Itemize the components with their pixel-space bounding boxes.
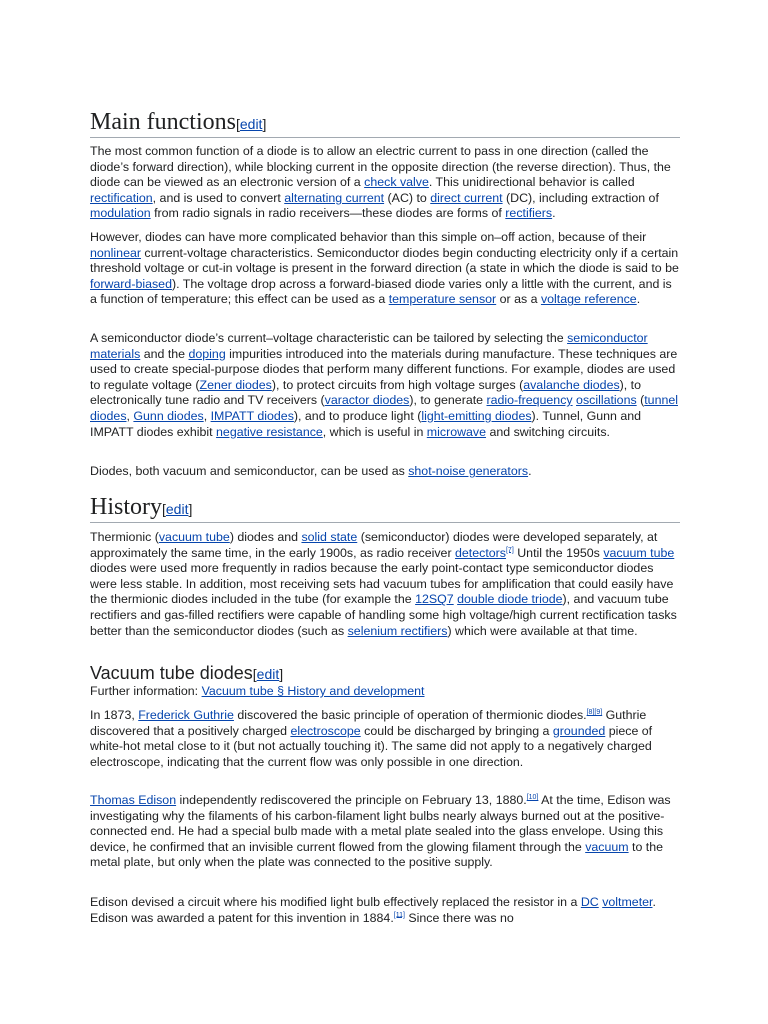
text: The most common function of a diode is to allow an electric current to pass in one direction (called the diode’s forward direction), while blocking current in the opposite direction (the reverse direction). Thus, the diode can be viewed as an electronic version of a xyxy=(90,144,671,190)
text: Since there was no xyxy=(404,910,514,925)
section-heading xyxy=(90,493,680,523)
heading-text: History xyxy=(90,494,162,520)
link-impatt-diodes[interactable]: IMPATT diodes xyxy=(210,408,294,423)
text: . xyxy=(636,292,641,307)
link-nonlinear[interactable]: nonlinear xyxy=(90,245,141,260)
link-further-information[interactable]: Vacuum tube § History and development xyxy=(201,684,425,698)
text: discovered the basic principle of operation of thermionic diodes. xyxy=(233,708,587,722)
text: ), to electronically tune radio and TV receivers ( xyxy=(90,377,642,408)
text: ( xyxy=(636,393,645,408)
link-thomas-edison[interactable]: Thomas Edison xyxy=(90,793,177,807)
edit-section: [edit] xyxy=(162,501,193,517)
heading-text: Vacuum tube diodes xyxy=(90,663,253,683)
paragraph xyxy=(90,895,680,926)
link-radio-frequency[interactable]: radio-frequency xyxy=(486,393,573,408)
link-selenium-rectifiers[interactable]: selenium rectifiers xyxy=(347,623,448,638)
text: ) which were available at that time. xyxy=(447,623,638,638)
text: . Edison was awarded a patent for this invention in 1884. xyxy=(90,895,656,925)
link-solid-state[interactable]: solid state xyxy=(301,530,358,544)
text: ), to protect circuits from high voltage surges ( xyxy=(271,377,524,392)
text: Edison devised a circuit where his modified light bulb effectively replaced the resistor in a xyxy=(90,895,581,909)
link-double-diode-triode[interactable]: double diode triode xyxy=(457,592,563,607)
text: Guthrie discovered that a positively charged xyxy=(90,708,647,738)
section-main-functions xyxy=(90,108,680,138)
paragraph xyxy=(90,144,680,222)
hatnote-label: Further information: xyxy=(90,684,202,698)
text: ). Tunnel, Gunn and IMPATT diodes exhibit xyxy=(90,408,642,439)
link-semiconductor-materials[interactable]: semiconductor materials xyxy=(90,331,648,361)
link-temperature-sensor[interactable]: temperature sensor xyxy=(388,292,497,307)
citation-link[interactable]: [8][9] xyxy=(586,708,603,716)
text: Until the 1950s xyxy=(513,545,604,560)
section-heading xyxy=(90,108,680,138)
text: , and is used to convert xyxy=(152,190,285,205)
link-vacuum[interactable]: vacuum xyxy=(585,839,629,854)
text: and the xyxy=(140,346,189,361)
link-gunn-diodes[interactable]: Gunn diodes xyxy=(133,408,204,423)
link-grounded[interactable]: grounded xyxy=(552,723,606,738)
citation-link[interactable]: [11] xyxy=(393,911,405,919)
text: At the time, Edison was investigating why the filaments of his carbon-filament light bulbs nearly always burned out at the positive-connected end. He had a special bulb made with a metal plate sealed into the glass envelope. Using this device, he confirmed that an invisible current flowed from the glowing filament through the xyxy=(90,793,671,854)
text: diodes were used more frequently in radios because the early point-contact type semiconductor diodes were less stable. In addition, most receiving sets had vacuum tubes for amplification that could easily have the thermionic diodes included in the tube (for example the xyxy=(90,561,674,607)
citation-link[interactable]: [7] xyxy=(505,546,514,554)
edit-link[interactable]: edit xyxy=(165,501,189,517)
link-frederick-guthrie[interactable]: Frederick Guthrie xyxy=(138,708,234,722)
text: and switching circuits. xyxy=(486,424,610,439)
paragraph xyxy=(90,331,680,440)
text: ). The voltage drop across a forward-biased diode varies only a little with the current, and is a function of temperature; this effect can be used as a xyxy=(90,276,672,307)
text: impurities introduced into the materials during manufacture. These techniques are used to create special-purpose diodes that perform many different functions. For example, diodes are used to regulate voltage ( xyxy=(90,346,678,392)
link-modulation[interactable]: modulation xyxy=(90,206,151,221)
paragraph xyxy=(90,464,680,480)
link-forward-biased[interactable]: forward-biased xyxy=(90,276,172,291)
text: independently rediscovered the principle on February 13, 1880. xyxy=(176,793,527,807)
text: In 1873, xyxy=(90,708,139,722)
heading-text: Main functions xyxy=(90,109,236,135)
link-direct-current[interactable]: direct current xyxy=(430,190,503,205)
text: . xyxy=(552,206,556,221)
edit-link[interactable]: edit xyxy=(256,666,280,682)
text: A semiconductor diode’s current–voltage characteristic can be tailored by selecting the xyxy=(90,331,568,345)
text: Thermionic ( xyxy=(90,530,159,544)
text: Diodes, both vacuum and semiconductor, can be used as xyxy=(90,464,409,478)
text: ), to generate xyxy=(409,393,487,408)
text: or as a xyxy=(496,292,541,307)
link-shot-noise-generators[interactable]: shot-noise generators xyxy=(408,464,529,478)
text: to the metal plate, but only when the plate was connected to the positive supply. xyxy=(90,839,664,870)
link-vacuum-tube[interactable]: vacuum tube xyxy=(603,545,675,560)
text: ), and vacuum tube rectifiers and gas-filled rectifiers were capable of handling some high voltage/high current rectification tasks better than the semiconductor diodes (such as xyxy=(90,592,677,638)
link-negative-resistance[interactable]: negative resistance xyxy=(216,424,323,439)
edit-section: [edit] xyxy=(235,116,267,132)
link-avalanche-diodes[interactable]: avalanche diodes xyxy=(523,377,620,392)
link-microwave[interactable]: microwave xyxy=(426,424,487,439)
edit-section: [edit] xyxy=(252,666,284,682)
paragraph xyxy=(90,793,680,871)
text: ), and to produce light ( xyxy=(293,408,422,423)
text: ) diodes and xyxy=(229,530,302,544)
edit-link[interactable]: edit xyxy=(239,116,263,132)
text: could be discharged by bringing a xyxy=(360,723,553,738)
text: (semiconductor) diodes were developed separately, at approximately the same time, in the early 1900s, as radio receiver xyxy=(90,530,658,560)
section-vacuum-tube-diodes xyxy=(90,662,680,685)
link-doping[interactable]: doping xyxy=(188,346,226,361)
text: current-voltage characteristics. Semiconductor diodes begin conducting electricity only if a certain threshold voltage or cut-in voltage is present in the forward direction (a state in which the diode is said to be xyxy=(90,245,679,276)
subsection-heading xyxy=(90,662,680,685)
link-zener-diodes[interactable]: Zener diodes xyxy=(199,377,272,392)
link-detectors[interactable]: detectors xyxy=(455,545,506,560)
paragraph xyxy=(90,708,680,770)
link-voltage-reference[interactable]: voltage reference xyxy=(540,292,637,307)
link-light-emitting-diodes[interactable]: light-emitting diodes xyxy=(421,408,532,423)
text: (DC), including extraction of xyxy=(502,190,659,205)
text: However, diodes can have more complicated behavior than this simple on–off action, because of their xyxy=(90,230,647,244)
text: (AC) to xyxy=(384,190,431,205)
link-rectification[interactable]: rectification xyxy=(90,190,153,205)
text: , which is useful in xyxy=(322,424,427,439)
paragraph xyxy=(90,230,680,308)
link-alternating-current[interactable]: alternating current xyxy=(284,190,385,205)
link-dc[interactable]: DC xyxy=(580,895,599,909)
link-varactor-diodes[interactable]: varactor diodes xyxy=(324,393,410,408)
text: piece of white-hot metal close to it (but not actually touching it). The same did not apply to a negatively charged electroscope, indicating that the current flow was only possible in one direction. xyxy=(90,723,653,769)
text: , xyxy=(203,408,211,423)
paragraph xyxy=(90,530,680,639)
section-history xyxy=(90,493,680,523)
link-tunnel-diodes[interactable]: tunnel diodes xyxy=(90,393,678,423)
citation-link[interactable]: [10] xyxy=(526,793,539,801)
hatnote xyxy=(90,684,680,700)
text: from radio signals in radio receivers—these diodes are forms of xyxy=(150,206,506,221)
text: . xyxy=(528,464,532,478)
link-check-valve[interactable]: check valve xyxy=(364,175,429,190)
text: , xyxy=(126,408,134,423)
link-vacuum-tube[interactable]: vacuum tube xyxy=(158,530,230,544)
link-12sq7[interactable]: 12SQ7 xyxy=(415,592,454,607)
link-rectifiers[interactable]: rectifiers xyxy=(505,206,553,221)
text: . This unidirectional behavior is called xyxy=(428,175,635,190)
link-electroscope[interactable]: electroscope xyxy=(290,723,361,738)
link-voltmeter[interactable]: voltmeter xyxy=(602,895,653,909)
link-oscillations[interactable]: oscillations xyxy=(576,393,637,408)
